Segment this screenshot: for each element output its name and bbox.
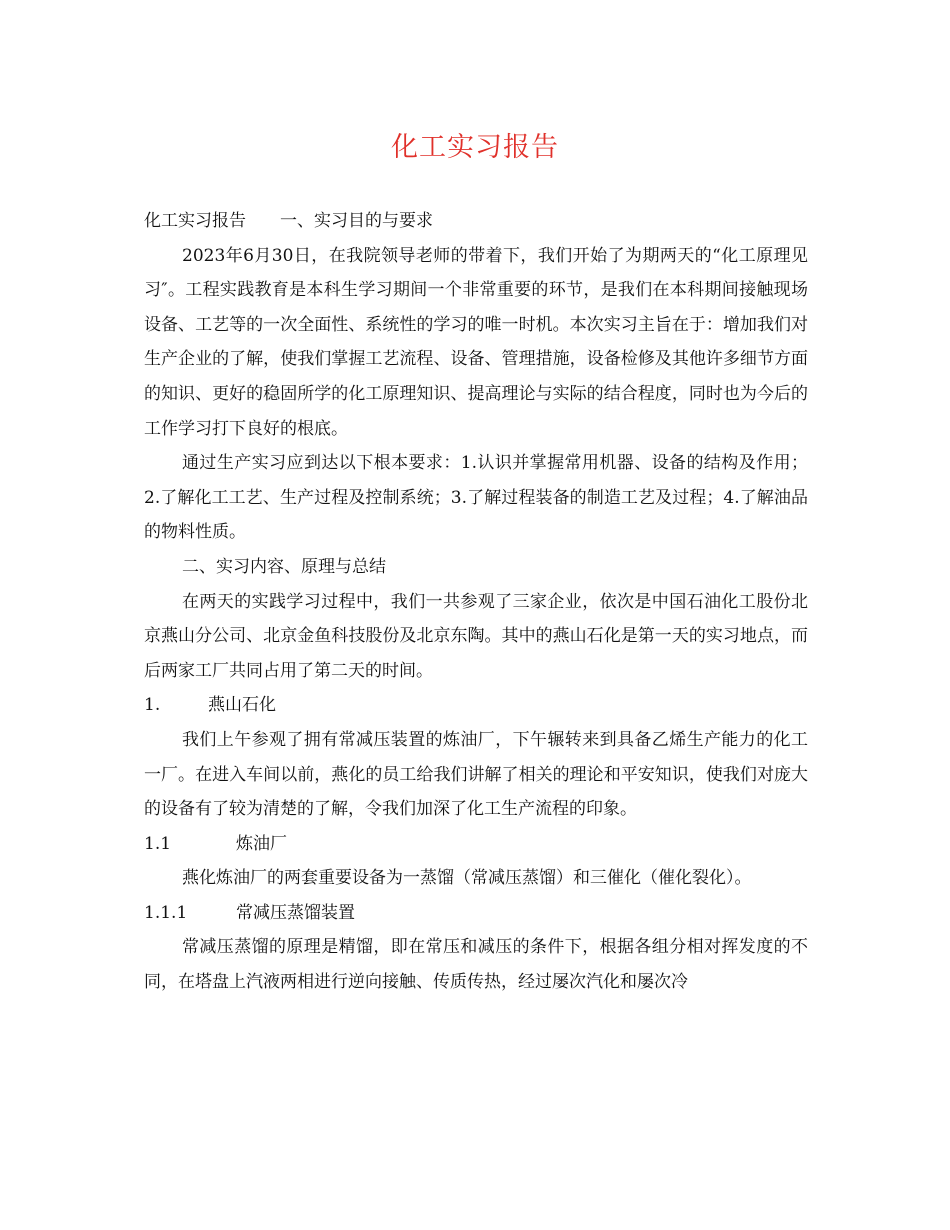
- paragraph-requirements: 通过生产实习应到达以下根本要求：1.认识并掌握常用机器、设备的结构及作用；2.了解化工工艺、生产过程及控制系统；3.了解过程装备的制造工艺及过程；4.了解油品的物料性质。: [144, 453, 808, 543]
- paragraph-refinery: 燕化炼油厂的两套重要设备为一蒸馏（常减压蒸馏）和三催化（催化裂化）。: [182, 868, 752, 889]
- section2-heading: 二、实习内容、原理与总结: [182, 556, 386, 577]
- paragraph-purpose: 2023年6月30日，在我院领导老师的带着下，我们开始了为期两天的“化工原理见习″。工程实践教育是本科生学习期间一个非常重要的环节，是我们在本科期间接触现场设备、工艺等的一次全面性、系统性的学习的唯一时机。本次实习主旨在于：增加我们对生产企业的了解，使我们掌握工艺流程、设备、管理措施，设备检修及其他许多细节方面的知识、更好的稳固所学的化工原理知识、提高理论与实际的结合程度，同时也为今后的工作学习打下良好的根底。: [144, 245, 808, 439]
- subheading-number: 1.1.1: [144, 902, 188, 923]
- subheading-text: 燕山石化: [208, 695, 276, 716]
- lead-line: [144, 204, 808, 239]
- subheading-yanshan: [144, 688, 808, 723]
- document-title: 化工实习报告: [391, 132, 559, 163]
- subheading-number: 1.1: [144, 833, 172, 854]
- section1-heading: 一、实习目的与要求: [280, 211, 433, 231]
- document-body: [144, 204, 808, 1000]
- subheading-refinery: [144, 827, 808, 862]
- paragraph-distillation: 常减压蒸馏的原理是精馏，即在常压和减压的条件下，根据各组分相对挥发度的不同，在塔盘上汽液两相进行逆向接触、传质传热，经过屡次汽化和屡次冷: [144, 937, 808, 993]
- subheading-text: 炼油厂: [236, 833, 287, 854]
- lead-label: 化工实习报告: [144, 211, 246, 231]
- subheading-number: 1.: [144, 695, 161, 716]
- paragraph-yanshan: 我们上午参观了拥有常减压装置的炼油厂，下午辗转来到具备乙烯生产能力的化工一厂。在进入车间以前，燕化的员工给我们讲解了相关的理论和平安知识，使我们对庞大的设备有了较为清楚的了解，令我们加深了化工生产流程的印象。: [144, 729, 808, 820]
- paragraph-overview: 在两天的实践学习过程中，我们一共参观了三家企业，依次是中国石油化工股份北京燕山分公司、北京金鱼科技股份及北京东陶。其中的燕山石化是第一天的实习地点，而后两家工厂共同占用了第二天的时间。: [144, 591, 808, 681]
- subheading-distillation: [144, 896, 808, 931]
- subheading-text: 常减压蒸馏装置: [236, 902, 355, 923]
